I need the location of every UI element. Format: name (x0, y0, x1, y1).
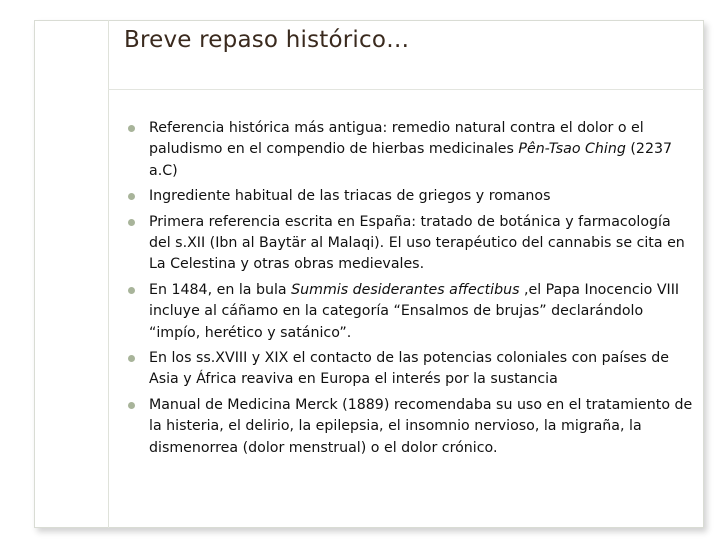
bullet-item (126, 118, 696, 182)
title-divider (108, 89, 704, 90)
bullet-dot-icon (128, 219, 135, 226)
bullet-item (126, 186, 696, 207)
bullet-dot-icon (128, 355, 135, 362)
bullet-text-after: (2237 a.C) (149, 141, 673, 179)
bullet-item (126, 280, 696, 344)
bullet-item (126, 395, 696, 459)
bullet-dot-icon (128, 125, 135, 132)
slide-title: Breve repaso histórico… (124, 27, 410, 53)
bullet-italic-text: Pên-Tsao Ching (518, 141, 626, 158)
bullet-text: Referencia histórica más antigua: remedio natural contra el dolor o el paludismo en el compendio de hierbas medicinales (149, 120, 644, 158)
bullet-list (126, 118, 696, 463)
bullet-text: En los ss.XVIII y XIX el contacto de las potencias coloniales con países de Asia y África reaviva en Europa el interés por la sustancia (149, 350, 670, 388)
bullet-item (126, 348, 696, 391)
left-divider (108, 20, 109, 528)
bullet-text: Ingrediente habitual de las triacas de griegos y romanos (149, 188, 551, 205)
bullet-text-after: ,el Papa Inocencio VIII incluye al cáñamo en la categoría “Ensalmos de brujas” declarándolo “impío, herético y satánico”. (149, 281, 680, 341)
bullet-dot-icon (128, 402, 135, 409)
bullet-text: En 1484, en la bula (149, 281, 292, 298)
bullet-dot-icon (128, 193, 135, 200)
bullet-text: Primera referencia escrita en España: tratado de botánica y farmacología del s.XII (Ibn al Baytär al Malaqi). El uso terapéutico del cannabis se cita en La Celestina y otras obras medievales. (149, 213, 685, 273)
bullet-item (126, 212, 696, 276)
bullet-dot-icon (128, 287, 135, 294)
bullet-italic-text: Summis desiderantes affectibus (291, 281, 520, 298)
bullet-text: Manual de Medicina Merck (1889) recomendaba su uso en el tratamiento de la histeria, el delirio, la epilepsia, el insomnio nervioso, la migraña, la dismenorrea (dolor menstrual) o el dolor crónico. (149, 396, 693, 456)
